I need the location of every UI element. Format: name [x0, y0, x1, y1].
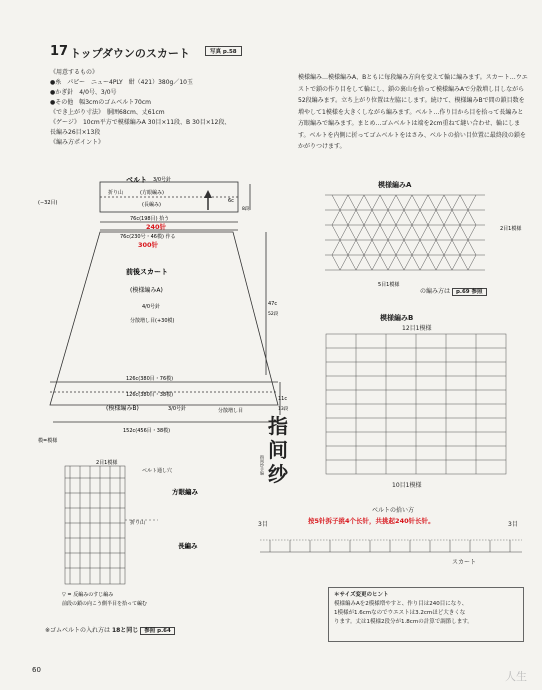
red-300-annotation: 300针: [138, 241, 159, 249]
pattern-note-label: 模=模様: [38, 438, 58, 444]
calligraphy-char-2: 间: [268, 438, 288, 462]
increase2-label: 分散増し目: [218, 408, 244, 414]
pattern-b-title: 模様編みB: [380, 314, 414, 322]
pattern-b-bottom-label: 10目1模様: [392, 482, 422, 489]
belt-detail-chart: [60, 458, 260, 608]
gauge-info: 《ゲージ》 10cm平方で模様編みA 30目×11段、B 30目×12段、: [50, 119, 231, 126]
belt-label: ベルト: [126, 176, 147, 184]
hook3-label: 3/0号針: [168, 406, 187, 412]
pickup-title: ベルトの拾い方: [372, 507, 415, 514]
hook4-label: 4/0号針: [142, 304, 161, 310]
calligraphy-small-text: 指间纱手编: [260, 455, 265, 475]
pattern-a-ref: の編み方は p.69 参照: [420, 287, 487, 297]
fold-label: 折り山: [108, 190, 124, 196]
site-logo: 人生: [505, 670, 527, 683]
hint-line-1: 模様編みAを2模様増やすと、作り目は240目になり、: [334, 601, 468, 607]
materials-section: [50, 68, 280, 148]
dc-label: (長編み): [142, 202, 161, 208]
pattern-a-unit: 5目1模様: [378, 282, 400, 288]
hint-line-3: ります。丈は1模様2段分が1.8cmの計算で調節します。: [334, 619, 473, 625]
detail-mesh-label: 方眼編み: [172, 488, 198, 496]
calligraphy-char-3: 纱: [268, 462, 288, 486]
other-info: ●その他 幅3cmのゴムベルト70cm: [50, 99, 151, 106]
belt-hook-label: 3/0号針: [153, 177, 172, 183]
pickup-chart: [260, 530, 522, 560]
red-240-annotation: 240针: [146, 223, 167, 231]
width126a-label: 126c(380目・76模): [126, 376, 174, 382]
skirt-schematic: [38, 170, 289, 444]
rubber-ref-badge: 参照 p.64: [140, 627, 175, 635]
pickup-skirt-label: スカート: [452, 559, 477, 566]
belt-stitches-label: (−32目): [38, 200, 58, 206]
hint-title: ＊サイズ変更のヒント: [334, 592, 389, 598]
pickup-left-label: 3目: [258, 521, 268, 528]
chain-label: 76c(230号・46模) 作る: [120, 234, 176, 240]
pickup-label: 76c(198目) 拾う: [130, 216, 170, 222]
materials-heading: 《用意するもの》: [50, 69, 99, 76]
pattern-b-label: (模様編みB): [106, 405, 139, 412]
page-title: トップダウンのスカート: [70, 47, 190, 60]
pattern-b-chart: [318, 334, 518, 482]
mesh-label: (方眼編み): [140, 190, 164, 196]
hook-info: ●かぎ針 4/0号、3/0号: [50, 89, 117, 96]
stitch-note-2: 前段の鎖の向こう側半目を拾って編む: [62, 601, 148, 607]
rows52-label: 52段: [268, 312, 279, 317]
height11-label: 11c: [278, 396, 288, 402]
detail-repeat-label: 2目1模様: [96, 460, 118, 466]
page-number: 60: [32, 666, 41, 674]
photo-reference-badge: 写真 p.58: [205, 46, 242, 56]
belt-hole-label: ベルト通し穴: [142, 468, 173, 474]
stitch-note-1: ▽ = 反編みのすじ編み: [62, 592, 114, 598]
width126b-label: 126c(380目・38模): [126, 392, 174, 398]
belt-height-label: 6c: [228, 198, 234, 204]
detail-dc-label: 長編み: [178, 542, 198, 550]
calligraphy-char-1: 指: [268, 414, 288, 438]
increase-label: 分散増し目(+30模): [130, 318, 175, 324]
rows13-label: 13段: [278, 407, 289, 412]
pattern-a-title: 模様編みA: [378, 181, 412, 189]
size-hint-box: [328, 587, 524, 642]
hint-line-2: 1模様が1.6cmなのでウエストは3.2cmほど大きくな: [334, 610, 466, 616]
width152-label: 152c(456目・38模): [123, 428, 171, 434]
instructions-paragraph: 模様編み…模様編みA、Bともに毎段編み方向を変えて輪に編みます。スカート…ウエストで鎖の作り目をして輪にし、鎖の裏山を拾って模様編みAで分散増し目しながら52段編みます。立ち上がり位置は左脇にします。続けて、模様編みBで間の鎖目数を増やして1模様を大きくしながら編みます。ベルト…作り目から目を拾って長編みと方眼編みで編みます。まとめ…ゴムベルトは端を2cm重ねて縫い合わせ、輪にします。ベルトを内側に折ってゴムベルトをはさみ、ベルトの拾い目位置に最終段の鎖をかがりつけます。: [298, 74, 528, 150]
belt-rows-label: 8段: [242, 207, 250, 212]
body-label: 前後スカート: [126, 268, 168, 276]
pattern-number: 17: [50, 44, 69, 59]
length-label: 47c: [268, 301, 278, 307]
points-heading: 《編み方ポイント》: [50, 139, 105, 146]
size-info: 《でき上がり寸法》 胴囲68cm、丈61cm: [50, 109, 165, 116]
pattern-b-top-label: 12目1模様: [402, 325, 432, 332]
calligraphy-watermark: [268, 414, 294, 486]
detail-fold-label: 折り山: [130, 520, 146, 526]
pattern-a-repeat: 2目1模様: [500, 226, 522, 232]
pattern-a-ref-badge: p.69 参照: [452, 288, 487, 296]
pickup-right-label: 3目: [508, 521, 518, 528]
rubber-note: ※ゴムベルトの入れ方は 18と同じ 参照 p.64: [45, 626, 175, 636]
pickup-red-annotation: 按5针拆子挑4个长针，共挑起240针长针。: [308, 517, 435, 525]
yarn-info: ●糸 パピー ニュー4PLY 紺（421）380g／10玉: [50, 79, 193, 86]
pattern-a-label: (模様編みA): [130, 287, 163, 294]
gauge-info-2: 長編み26目×13段: [50, 129, 101, 136]
pattern-a-chart: [320, 190, 520, 295]
